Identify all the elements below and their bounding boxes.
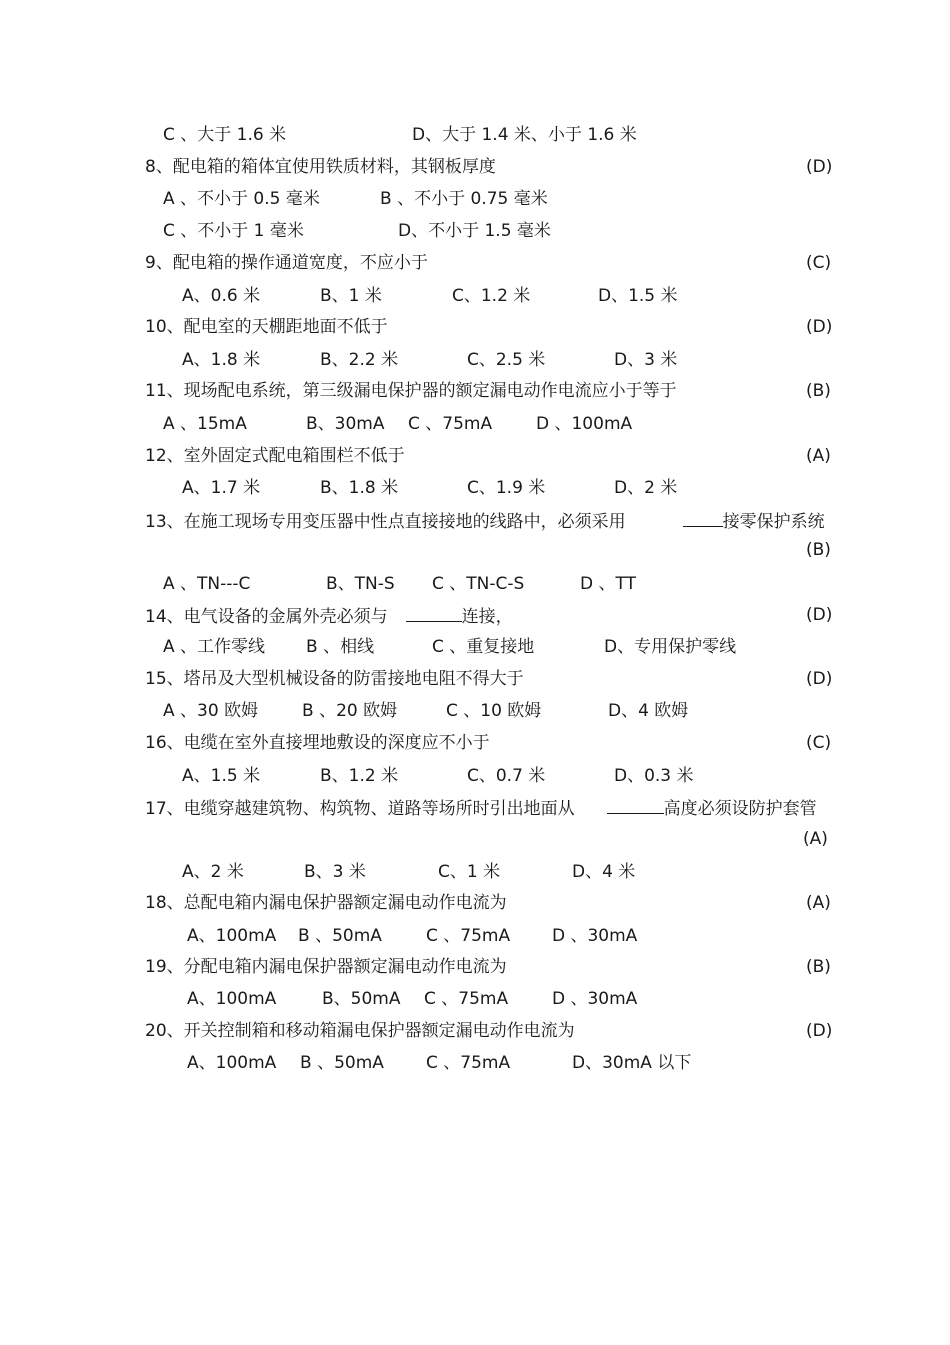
q13-stem (145, 510, 825, 532)
q13-option-d: D 、TT (580, 574, 636, 594)
q19-option-d: D 、30mA (552, 989, 638, 1009)
q11-answer: (B) (806, 381, 831, 401)
q20-option-a: A、100mA (187, 1053, 277, 1073)
q17-option-b: B、3 米 (304, 862, 366, 882)
q9-stem: 9、配电箱的操作通道宽度，不应小于 (145, 253, 428, 273)
q12-option-b: B、1.8 米 (320, 478, 399, 498)
q10-option-b: B、2.2 米 (320, 350, 399, 370)
q9-option-b: B、1 米 (320, 286, 382, 306)
q17-answer-blank (607, 797, 664, 814)
q17-option-d: D、4 米 (572, 862, 636, 882)
q8-stem: 8、配电箱的箱体宜使用铁质材料，其钢板厚度 (145, 157, 496, 177)
q17-option-a: A、2 米 (182, 862, 244, 882)
q20-option-d: D、30mA 以下 (572, 1053, 692, 1073)
q12-option-a: A、1.7 米 (182, 478, 261, 498)
q18-answer: (A) (806, 893, 831, 913)
q14-option-d: D、专用保护零线 (604, 637, 737, 657)
q15-answer: (D) (806, 669, 833, 689)
q14-option-c: C 、重复接地 (432, 637, 535, 657)
q17-stem-text: 17、电缆穿越建筑物、构筑物、道路等场所时引出地面从 (145, 799, 575, 819)
q15-stem: 15、塔吊及大型机械设备的防雷接地电阻不得大于 (145, 669, 524, 689)
q18-option-b: B 、50mA (298, 926, 382, 946)
q16-option-d: D、0.3 米 (614, 766, 694, 786)
q20-stem: 20、开关控制箱和移动箱漏电保护器额定漏电动作电流为 (145, 1021, 575, 1041)
q15-option-b: B 、20 欧姆 (302, 701, 398, 721)
q18-stem: 18、总配电箱内漏电保护器额定漏电动作电流为 (145, 893, 507, 913)
q8-option-b: B 、不小于 0.75 毫米 (380, 189, 548, 209)
q15-option-c: C 、10 欧姆 (446, 701, 542, 721)
q19-option-a: A、100mA (187, 989, 277, 1009)
q13-stem-text: 13、在施工现场专用变压器中性点直接接地的线路中，必须采用 (145, 512, 626, 532)
q10-answer: (D) (806, 317, 833, 337)
q14-stem-text: 14、电气设备的金属外壳必须与 (145, 607, 388, 627)
q17-stem (145, 797, 817, 819)
q16-answer: (C) (806, 733, 832, 753)
q14-option-a: A 、工作零线 (163, 637, 266, 657)
q9-option-d: D、1.5 米 (598, 286, 678, 306)
q14-option-b: B 、相线 (306, 637, 375, 657)
q18-option-c: C 、75mA (426, 926, 511, 946)
q12-stem: 12、室外固定式配电箱围栏不低于 (145, 446, 405, 466)
q16-option-b: B、1.2 米 (320, 766, 399, 786)
q12-answer: (A) (806, 446, 831, 466)
q10-option-c: C、2.5 米 (467, 350, 546, 370)
q11-option-d: D 、100mA (536, 414, 633, 434)
q20-answer: (D) (806, 1021, 833, 1041)
q14-answer-blank (406, 605, 462, 622)
q13-answer: (B) (806, 540, 831, 560)
q11-stem: 11、现场配电系统，第三级漏电保护器的额定漏电动作电流应小于等于 (145, 381, 677, 401)
q9-answer: (C) (806, 253, 832, 273)
q17-stem-tail: 高度必须设防护套管 (663, 799, 817, 819)
q11-option-c: C 、75mA (408, 414, 493, 434)
q14-stem-tail: 连接， (461, 607, 513, 627)
q13-stem-tail: 接零保护系统 (722, 512, 825, 532)
q17-answer: (A) (803, 829, 828, 849)
q13-option-c: C 、TN-C-S (432, 574, 525, 594)
q16-option-c: C、0.7 米 (467, 766, 546, 786)
q18-option-a: A、100mA (187, 926, 277, 946)
q17-option-c: C、1 米 (438, 862, 501, 882)
q8-option-c: C 、不小于 1 毫米 (163, 221, 304, 241)
q7-option-d: D、大于 1.4 米、小于 1.6 米 (412, 125, 637, 145)
q13-answer-blank (683, 510, 723, 527)
q8-option-d: D、不小于 1.5 毫米 (398, 221, 551, 241)
q11-option-a: A 、15mA (163, 414, 247, 434)
q10-stem: 10、配电室的天棚距地面不低于 (145, 317, 388, 337)
q19-option-b: B、50mA (322, 989, 401, 1009)
q8-option-a: A 、不小于 0.5 毫米 (163, 189, 320, 209)
q11-option-b: B、30mA (306, 414, 385, 434)
q19-answer: (B) (806, 957, 831, 977)
q14-stem (145, 605, 513, 627)
q8-answer: (D) (806, 157, 833, 177)
q14-answer: (D) (806, 605, 833, 625)
q19-stem: 19、分配电箱内漏电保护器额定漏电动作电流为 (145, 957, 507, 977)
q9-option-c: C、1.2 米 (452, 286, 531, 306)
q20-option-c: C 、75mA (426, 1053, 511, 1073)
q20-option-b: B 、50mA (300, 1053, 384, 1073)
q12-option-d: D、2 米 (614, 478, 678, 498)
q10-option-a: A、1.8 米 (182, 350, 261, 370)
q16-stem: 16、电缆在室外直接埋地敷设的深度应不小于 (145, 733, 490, 753)
q13-option-b: B、TN-S (326, 574, 395, 594)
q10-option-d: D、3 米 (614, 350, 678, 370)
q12-option-c: C、1.9 米 (467, 478, 546, 498)
q7-option-c: C 、大于 1.6 米 (163, 125, 287, 145)
q15-option-d: D、4 欧姆 (608, 701, 689, 721)
q19-option-c: C 、75mA (424, 989, 509, 1009)
q18-option-d: D 、30mA (552, 926, 638, 946)
q9-option-a: A、0.6 米 (182, 286, 261, 306)
q15-option-a: A 、30 欧姆 (163, 701, 259, 721)
q16-option-a: A、1.5 米 (182, 766, 261, 786)
q13-option-a: A 、TN---C (163, 574, 251, 594)
